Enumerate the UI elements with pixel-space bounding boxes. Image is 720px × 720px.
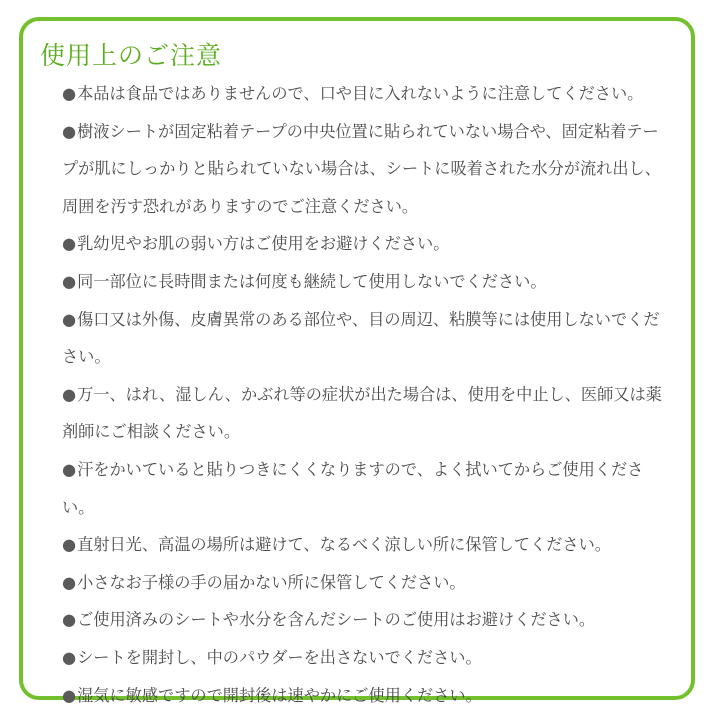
- caution-text: 汗をかいていると貼りつきにくくなりますので、よく拭いてからご使用ください。: [62, 459, 644, 517]
- caution-item: [62, 75, 674, 113]
- caution-item: [62, 451, 674, 526]
- caution-item: [62, 113, 674, 226]
- bullet-icon: ●: [62, 309, 77, 329]
- bullet-icon: ●: [62, 271, 77, 291]
- caution-item: [62, 639, 674, 677]
- bullet-icon: ●: [62, 84, 77, 103]
- caution-text: ご使用済みのシートや水分を含んだシートのご使用はお避けください。: [77, 610, 596, 630]
- caution-text: 乳幼児やお肌の弱い方はご使用をお避けください。: [77, 234, 450, 254]
- caution-item: [62, 301, 674, 376]
- bullet-icon: ●: [62, 647, 77, 667]
- bullet-icon: ●: [62, 234, 77, 254]
- caution-item: [62, 225, 674, 263]
- bullet-icon: ●: [62, 572, 77, 592]
- caution-text: 本品は食品ではありませんので、口や目に入れないように注意してください。: [77, 84, 644, 103]
- caution-list: [62, 75, 674, 714]
- bullet-icon: ●: [62, 685, 77, 705]
- caution-item: [62, 564, 674, 602]
- caution-item: [62, 677, 674, 715]
- caution-text: 傷口又は外傷、皮膚異常のある部位や、目の周辺、粘膜等には使用しないでください。: [62, 309, 660, 367]
- caution-item: [62, 601, 674, 639]
- caution-text: シートを開封し、中のパウダーを出さないでください。: [77, 647, 482, 667]
- bullet-icon: ●: [62, 384, 77, 404]
- bullet-icon: ●: [62, 121, 77, 141]
- caution-text: 小さなお子様の手の届かない所に保管してください。: [77, 572, 466, 592]
- caution-text: 万一、はれ、湿しん、かぶれ等の症状が出た場合は、使用を中止し、医師又は薬剤師にご相談ください。: [62, 384, 662, 442]
- caution-item: [62, 526, 674, 564]
- caution-text: 同一部位に長時間または何度も継続して使用しないでください。: [77, 271, 547, 291]
- caution-item: [62, 376, 674, 451]
- caution-text: 樹液シートが固定粘着テープの中央位置に貼られていない場合や、固定粘着テープが肌にしっかりと貼られていない場合は、シートに吸着された水分が流れ出し、周囲を汚す恐れがありますのでご注意ください。: [62, 121, 661, 216]
- bullet-icon: ●: [62, 610, 77, 630]
- caution-text: 湿気に敏感ですので開封後は速やかにご使用ください。: [77, 685, 482, 705]
- bullet-icon: ●: [62, 459, 77, 479]
- caution-item: [62, 263, 674, 301]
- caution-text: 直射日光、高温の場所は避けて、なるべく涼しい所に保管してください。: [77, 535, 611, 555]
- page-title: 使用上のご注意: [40, 41, 223, 70]
- bullet-icon: ●: [62, 535, 77, 555]
